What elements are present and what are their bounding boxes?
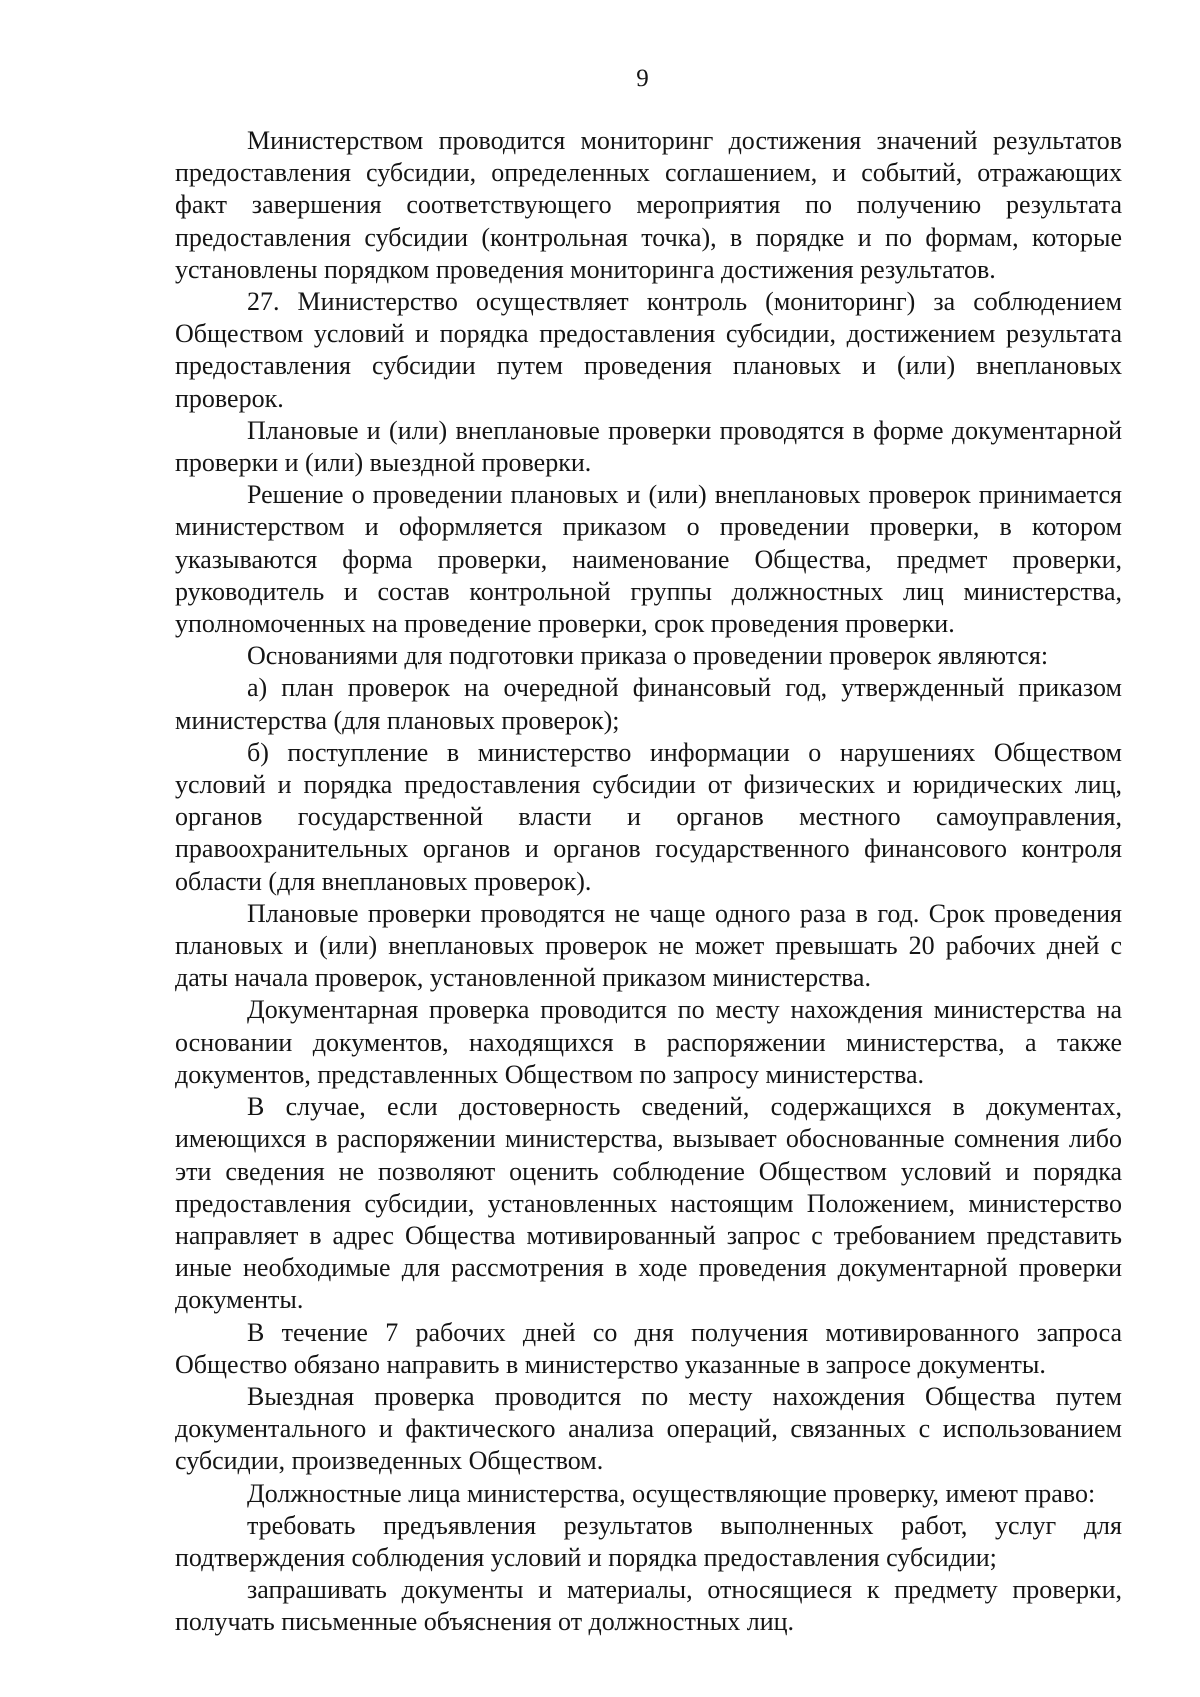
document-body xyxy=(175,125,1122,1639)
paragraph-ground-b: б) поступление в министерство информации о нарушениях Обществом условий и порядка предоставления субсидии от физических и юридических лиц, органов государственной власти и органов местного самоуправления, правоохранительных органов и органов государственного финансового контроля области (для внеплановых проверок). xyxy=(175,737,1122,896)
paragraph-inspection-frequency: Плановые проверки проводятся не чаще одного раза в год. Срок проведения плановых и (или) внеплановых проверок не может превышать 20 рабочих дней с даты начала проверок, установленной приказом министерства. xyxy=(175,898,1122,993)
paragraph-inspection-decision: Решение о проведении плановых и (или) внеплановых проверок принимается министерством и оформляется приказом о проведении проверки, в котором указываются форма проверки, наименование Общества, предмет проверки, руководитель и состав контрольной группы должностных лиц министерства, уполномоченных на проведение проверки, срок проведения проверки. xyxy=(175,480,1122,639)
paragraph-grounds: Основаниями для подготовки приказа о проведении проверок являются: xyxy=(247,641,1049,671)
paragraph-officials-rights: Должностные лица министерства, осуществляющие проверку, имеют право: xyxy=(247,1478,1096,1508)
paragraph-documentary-inspection: Документарная проверка проводится по месту нахождения министерства на основании документов, находящихся в распоряжении министерства, а также документов, представленных Обществом по запросу министерства. xyxy=(175,995,1122,1089)
paragraph-monitoring: Министерством проводится мониторинг достижения значений результатов предоставления субсидии, определенных соглашением, и событий, отражающих факт завершения соответствующего мероприятия по получению результата предоставления субсидии (контрольная точка), в порядке и по формам, которые установлены порядком проведения мониторинга достижения результатов. xyxy=(175,126,1122,284)
paragraph-item-27: 27. Министерство осуществляет контроль (мониторинг) за соблюдением Обществом условий и порядка предоставления субсидии, достижением результата предоставления субсидии путем проведения плановых и (или) внеплановых проверок. xyxy=(175,287,1122,413)
paragraph-right-require-results: требовать предъявления результатов выполненных работ, услуг для подтверждения соблюдения условий и порядка предоставления субсидии; xyxy=(175,1510,1122,1572)
paragraph-right-request-documents: запрашивать документы и материалы, относящиеся к предмету проверки, получать письменные объяснения от должностных лиц. xyxy=(175,1575,1122,1637)
paragraph-response-deadline: В течение 7 рабочих дней со дня получения мотивированного запроса Общество обязано направить в министерство указанные в запросе документы. xyxy=(175,1317,1122,1379)
paragraph-onsite-inspection: Выездная проверка проводится по месту нахождения Общества путем документального и фактического анализа операций, связанных с использованием субсидии, произведенных Обществом. xyxy=(175,1381,1122,1476)
paragraph-inspection-forms: Плановые и (или) внеплановые проверки проводятся в форме документарной проверки и (или) выездной проверки. xyxy=(175,415,1122,478)
page-number: 9 xyxy=(636,65,649,92)
paragraph-reliability-doubts: В случае, если достоверность сведений, содержащихся в документах, имеющихся в распоряжении министерства, вызывает обоснованные сомнения либо эти сведения не позволяют оценить соблюдение Обществом условий и порядка предоставления субсидии, установленных настоящим Положением, министерство направляет в адрес Общества мотивированный запрос с требованием представить иные необходимые для рассмотрения в ходе проведения документарной проверки документы. xyxy=(175,1092,1122,1315)
paragraph-ground-a: а) план проверок на очередной финансовый год, утвержденный приказом министерства (для плановых проверок); xyxy=(175,673,1122,735)
